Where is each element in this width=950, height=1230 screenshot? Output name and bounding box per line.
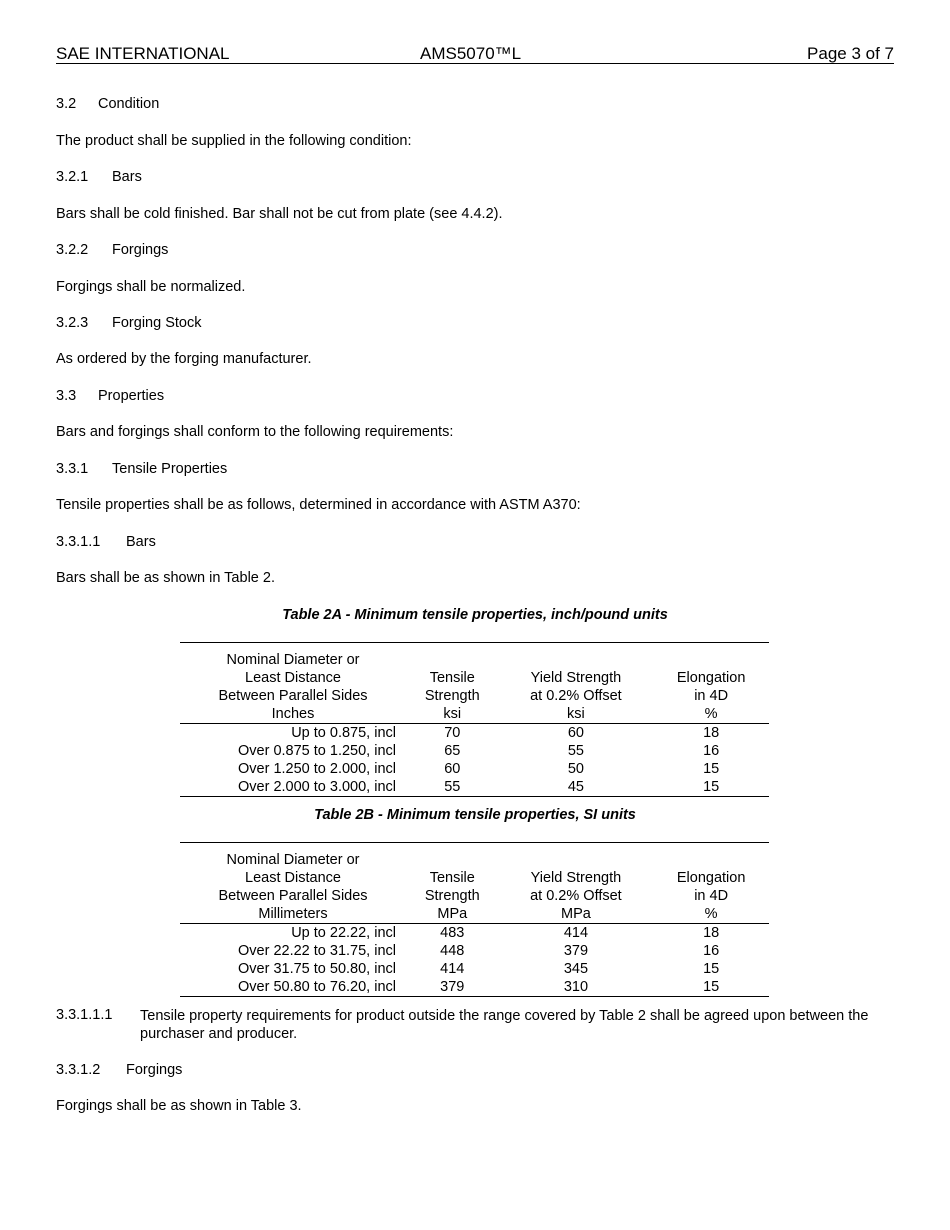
tensile-cell: 70 <box>444 725 461 741</box>
yield-cell: 414 <box>563 925 589 941</box>
size-range-cell: Over 31.75 to 50.80, incl <box>238 961 396 977</box>
section-heading <box>56 461 227 477</box>
table-row <box>180 960 769 978</box>
elongation-cell: 16 <box>703 943 720 959</box>
section-heading <box>56 388 164 404</box>
header-cell: Tensile <box>429 670 475 686</box>
paragraph: The product shall be supplied in the following condition: <box>56 133 412 149</box>
table-row <box>180 924 769 943</box>
size-range-cell: Over 2.000 to 3.000, incl <box>180 778 406 797</box>
section-title: Tensile Properties <box>112 461 228 477</box>
header-cell: Elongation <box>676 670 746 686</box>
tensile-cell: 65 <box>444 743 461 759</box>
header-cell: at 0.2% Offset <box>530 688 622 704</box>
yield-cell: 60 <box>567 725 584 741</box>
header-cell: Between Parallel Sides <box>218 688 368 704</box>
section-title: Properties <box>98 388 165 404</box>
table-row <box>180 760 769 778</box>
header-cell: in 4D <box>694 888 729 904</box>
header-cell: Millimeters <box>180 905 406 924</box>
header-cell: % <box>653 705 769 724</box>
section-heading <box>56 169 142 185</box>
header-page-number: Page 3 of 7 <box>807 44 894 63</box>
tensile-cell: 55 <box>406 778 499 797</box>
paragraph: Forgings shall be normalized. <box>56 279 246 295</box>
yield-cell: 379 <box>563 943 589 959</box>
header-cell: Strength <box>424 888 480 904</box>
header-doc-number: AMS5070™L <box>420 44 522 63</box>
elongation-cell: 18 <box>703 925 720 941</box>
section-heading <box>56 315 201 331</box>
tensile-cell: 483 <box>440 925 465 941</box>
section-title: Forgings <box>126 1062 183 1078</box>
header-cell: Yield Strength <box>530 670 622 686</box>
tensile-cell: 60 <box>444 761 461 777</box>
section-number: 3.2 <box>56 96 77 112</box>
header-cell: Least Distance <box>245 670 341 686</box>
paragraph: Tensile property requirements for product outside the range covered by Table 2 shall be agreed upon between the purchaser and producer. <box>140 1008 869 1042</box>
section-number: 3.3.1 <box>56 461 89 477</box>
header-cell: Inches <box>180 705 406 724</box>
table-2b-caption: Table 2B - Minimum tensile properties, SI units <box>314 807 636 823</box>
elongation-cell: 15 <box>703 961 720 977</box>
table-2a-caption: Table 2A - Minimum tensile properties, inch/pound units <box>282 607 668 623</box>
section-number: 3.2.3 <box>56 315 89 331</box>
header-cell: Yield Strength <box>530 870 622 886</box>
header-cell: Least Distance <box>245 870 341 886</box>
section-title: Forgings <box>112 242 169 258</box>
yield-cell: 310 <box>499 978 654 997</box>
yield-cell: 55 <box>567 743 584 759</box>
section-title: Forging Stock <box>112 315 202 331</box>
section-heading <box>56 242 168 258</box>
paragraph: Bars and forgings shall conform to the following requirements: <box>56 424 454 440</box>
table-row <box>180 978 769 997</box>
header-cell: % <box>653 905 769 924</box>
section-title: Condition <box>98 96 160 112</box>
header-cell: Between Parallel Sides <box>218 888 368 904</box>
paragraph: Tensile properties shall be as follows, determined in accordance with ASTM A370: <box>56 497 581 513</box>
section-title: Bars <box>126 534 156 550</box>
paragraph: Forgings shall be as shown in Table 3. <box>56 1098 302 1114</box>
yield-cell: 50 <box>567 761 584 777</box>
paragraph: Bars shall be cold finished. Bar shall not be cut from plate (see 4.4.2). <box>56 206 503 222</box>
section-heading <box>56 96 159 112</box>
tensile-cell: 448 <box>440 943 465 959</box>
table-2a <box>180 642 769 797</box>
size-range-cell: Over 0.875 to 1.250, incl <box>238 743 396 759</box>
section-number: 3.3.1.2 <box>56 1062 101 1078</box>
size-range-cell: Up to 22.22, incl <box>291 925 396 941</box>
elongation-cell: 16 <box>703 743 720 759</box>
header-org: SAE INTERNATIONAL <box>56 44 230 63</box>
table-row <box>180 942 769 960</box>
elongation-cell: 18 <box>703 725 720 741</box>
yield-cell: 345 <box>563 961 589 977</box>
header-cell: at 0.2% Offset <box>530 888 622 904</box>
table-row <box>180 742 769 760</box>
table-row <box>180 778 769 797</box>
header-rule <box>56 63 894 64</box>
table-row <box>180 724 769 743</box>
paragraph: As ordered by the forging manufacturer. <box>56 351 312 367</box>
size-range-cell: Over 50.80 to 76.20, incl <box>180 978 406 997</box>
paragraph: Bars shall be as shown in Table 2. <box>56 570 275 586</box>
tensile-cell: 379 <box>406 978 499 997</box>
table-2b <box>180 842 769 997</box>
section-heading <box>56 1062 182 1078</box>
elongation-cell: 15 <box>653 778 769 797</box>
section-heading <box>56 534 156 550</box>
section-number: 3.3.1.1.1 <box>56 1007 113 1023</box>
size-range-cell: Over 1.250 to 2.000, incl <box>238 761 396 777</box>
header-cell: MPa <box>406 905 499 924</box>
size-range-cell: Over 22.22 to 31.75, incl <box>238 943 396 959</box>
header-cell: Strength <box>424 688 480 704</box>
size-range-cell: Up to 0.875, incl <box>291 725 396 741</box>
header-cell: in 4D <box>694 688 729 704</box>
section-number: 3.3 <box>56 388 77 404</box>
header-cell: Nominal Diameter or <box>226 652 360 668</box>
tensile-cell: 414 <box>440 961 465 977</box>
section-number: 3.2.1 <box>56 169 89 185</box>
yield-cell: 45 <box>499 778 654 797</box>
header-cell: Tensile <box>429 870 475 886</box>
elongation-cell: 15 <box>703 761 720 777</box>
header-cell: ksi <box>499 705 654 724</box>
header-cell: Nominal Diameter or <box>226 852 360 868</box>
header-cell: ksi <box>406 705 499 724</box>
header-cell: MPa <box>499 905 654 924</box>
elongation-cell: 15 <box>653 978 769 997</box>
section-title: Bars <box>112 169 142 185</box>
header-cell: Elongation <box>676 870 746 886</box>
section-number: 3.2.2 <box>56 242 89 258</box>
section-number: 3.3.1.1 <box>56 534 101 550</box>
